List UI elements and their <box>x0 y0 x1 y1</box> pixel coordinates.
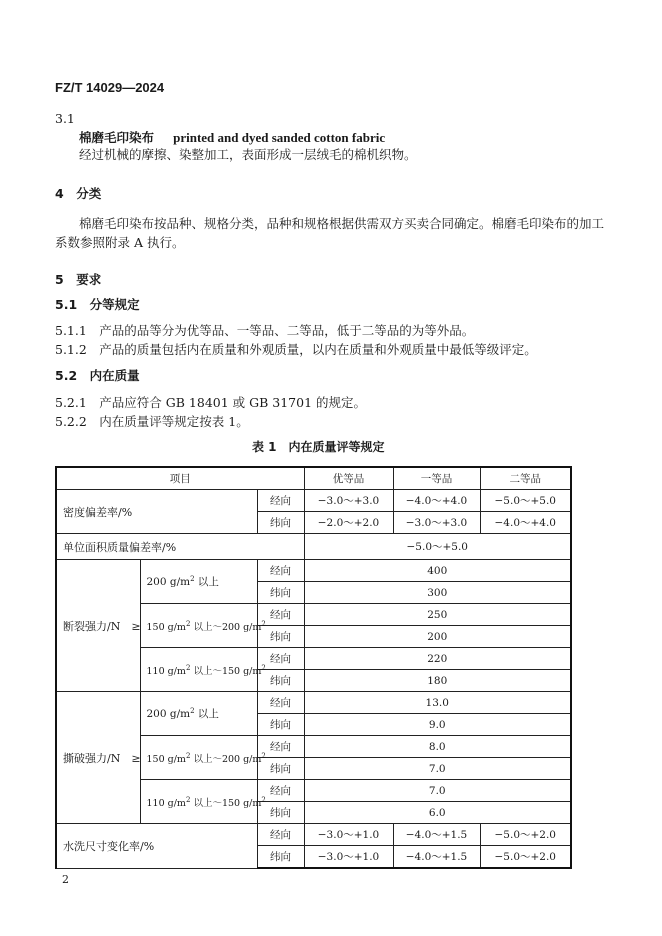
clause-5-2-1: 5.2.1 产品应符合 GB 18401 或 GB 31701 的规定。 <box>55 395 367 410</box>
table-row <box>56 534 571 560</box>
value-cell: −5.0～+2.0 <box>480 824 571 846</box>
header-grade-second: 二等品 <box>480 467 571 490</box>
direction-weft: 纬向 <box>257 758 304 780</box>
page-number: 2 <box>62 873 69 886</box>
tearing-strength-label: 撕破强力/N ≥ <box>56 692 140 824</box>
document-code: FZ/T 14029—2024 <box>55 80 165 95</box>
value-cell: 9.0 <box>304 714 571 736</box>
value-cell: −5.0～+5.0 <box>480 490 571 512</box>
direction-weft: 纬向 <box>257 582 304 604</box>
direction-warp: 经向 <box>257 560 304 582</box>
spec-200-and-above: 200 $g/m^2$ 以上 <box>140 560 257 604</box>
value-cell: −4.0～+4.0 <box>480 512 571 534</box>
direction-warp: 经向 <box>257 780 304 802</box>
table-row <box>56 824 571 846</box>
section-5-2-heading: 5.2 内在质量 <box>55 368 140 383</box>
direction-weft: 纬向 <box>257 670 304 692</box>
direction-weft: 纬向 <box>257 512 304 534</box>
density-label: 密度偏差率/% <box>56 490 257 534</box>
value-cell: 13.0 <box>304 692 571 714</box>
term-chinese: 棉磨毛印染布 <box>79 130 155 145</box>
value-cell: −4.0～+4.0 <box>393 490 480 512</box>
term-entry <box>79 127 385 146</box>
table-row <box>56 560 571 582</box>
value-cell: 7.0 <box>304 758 571 780</box>
value-cell: −4.0～+1.5 <box>393 824 480 846</box>
breaking-strength-label: 断裂强力/N ≥ <box>56 560 140 692</box>
value-cell: 220 <box>304 648 571 670</box>
value-cell: 8.0 <box>304 736 571 758</box>
direction-warp: 经向 <box>257 648 304 670</box>
mass-label: 单位面积质量偏差率/% <box>56 534 304 560</box>
spec-150-to-200: 150 $g/m^2$ 以上～200 $g/m^2$ <box>140 604 257 648</box>
section-5-heading: 5 要求 <box>55 272 102 287</box>
term-definition: 经过机械的摩擦、染整加工，表面形成一层绒毛的棉机织物。 <box>79 147 417 162</box>
value-cell: 7.0 <box>304 780 571 802</box>
direction-weft: 纬向 <box>257 802 304 824</box>
spec-150-to-200: 150 $g/m^2$ 以上～200 $g/m^2$ <box>140 736 257 780</box>
washing-label: 水洗尺寸变化率/% <box>56 824 257 869</box>
clause-5-1-2: 5.1.2 产品的质量包括内在质量和外观质量，以内在质量和外观质量中最低等级评定。 <box>55 342 537 357</box>
value-cell: −3.0～+3.0 <box>393 512 480 534</box>
value-cell: −3.0～+3.0 <box>304 490 393 512</box>
value-cell: 180 <box>304 670 571 692</box>
section-5-1-heading: 5.1 分等规定 <box>55 297 140 312</box>
value-cell: −2.0～+2.0 <box>304 512 393 534</box>
value-cell: 400 <box>304 560 571 582</box>
direction-weft: 纬向 <box>257 714 304 736</box>
quality-grading-table <box>55 466 572 869</box>
direction-weft: 纬向 <box>257 626 304 648</box>
value-cell: 6.0 <box>304 802 571 824</box>
value-cell: 300 <box>304 582 571 604</box>
value-cell: −3.0～+1.0 <box>304 824 393 846</box>
value-cell: 200 <box>304 626 571 648</box>
table-caption: 表 1 内在质量评等规定 <box>252 440 385 454</box>
value-cell: −5.0～+2.0 <box>480 846 571 869</box>
direction-weft: 纬向 <box>257 846 304 869</box>
table-row <box>56 692 571 714</box>
header-item: 项目 <box>56 467 304 490</box>
spec-110-to-150: 110 $g/m^2$ 以上～150 $g/m^2$ <box>140 780 257 824</box>
table-row <box>56 490 571 512</box>
clause-5-2-2: 5.2.2 内在质量评等规定按表 1。 <box>55 414 249 429</box>
spec-200-and-above: 200 $g/m^2$ 以上 <box>140 692 257 736</box>
direction-warp: 经向 <box>257 736 304 758</box>
direction-warp: 经向 <box>257 604 304 626</box>
table-header-row <box>56 467 571 490</box>
value-cell: −3.0～+1.0 <box>304 846 393 869</box>
header-grade-first: 一等品 <box>393 467 480 490</box>
value-cell: −4.0～+1.5 <box>393 846 480 869</box>
header-grade-superior: 优等品 <box>304 467 393 490</box>
section-4-heading: 4 分类 <box>55 186 102 201</box>
clause-5-1-1: 5.1.1 产品的品等分为优等品、一等品、二等品，低于二等品的为等外品。 <box>55 323 475 338</box>
direction-warp: 经向 <box>257 692 304 714</box>
direction-warp: 经向 <box>257 490 304 512</box>
term-english: printed and dyed sanded cotton fabric <box>173 130 386 145</box>
spec-110-to-150: 110 $g/m^2$ 以上～150 $g/m^2$ <box>140 648 257 692</box>
direction-warp: 经向 <box>257 824 304 846</box>
section-4-paragraph-line2: 系数参照附录 A 执行。 <box>55 235 185 250</box>
value-cell: 250 <box>304 604 571 626</box>
section-3-1-number: 3.1 <box>55 111 75 126</box>
value-cell: −5.0～+5.0 <box>304 534 571 560</box>
section-4-paragraph-line1: 棉磨毛印染布按品种、规格分类，品种和规格根据供需双方买卖合同确定。棉磨毛印染布的加工 <box>79 216 605 231</box>
